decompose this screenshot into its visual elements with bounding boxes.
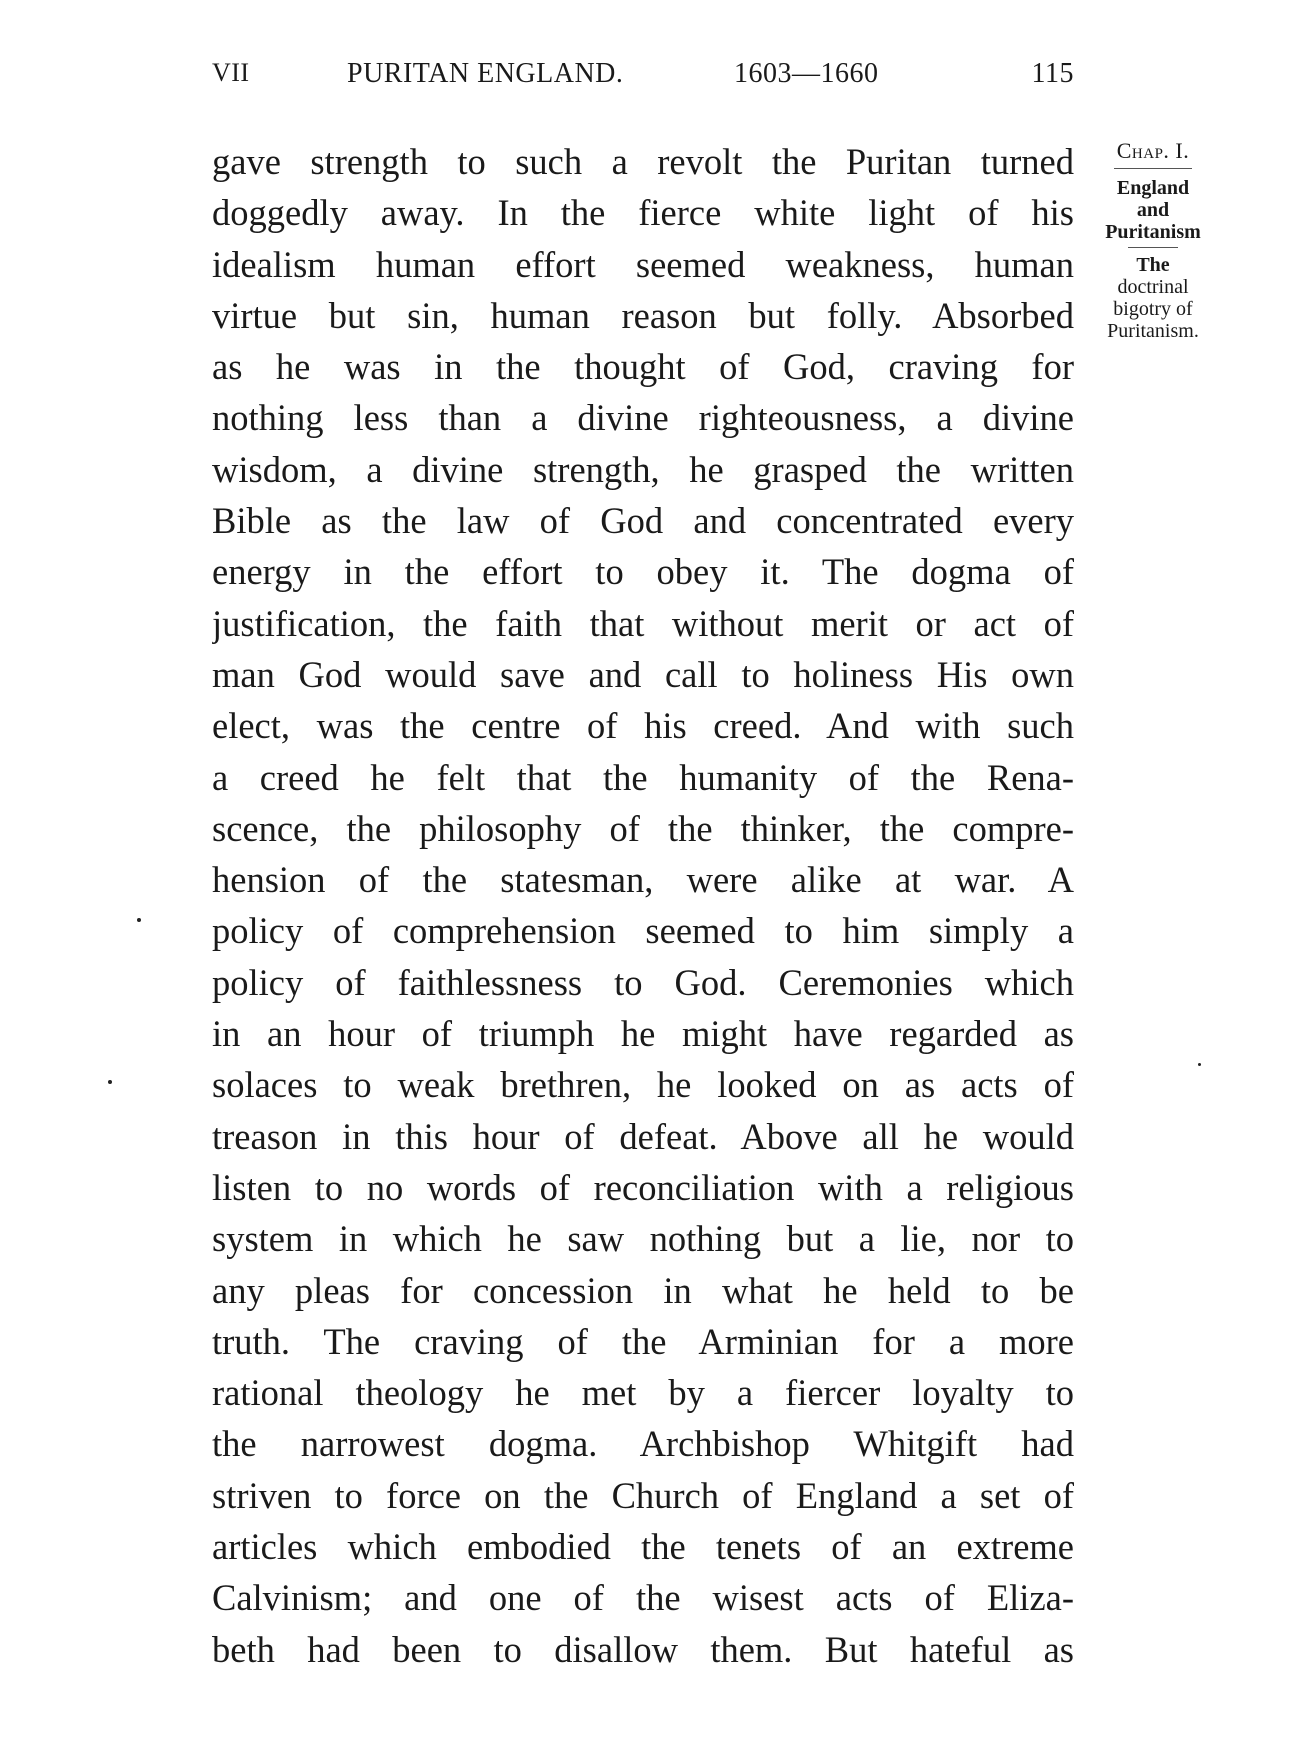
text-line: hension of the statesman, were alike at war. A (212, 859, 1074, 901)
text-line: policy of comprehension seemed to him simply a (212, 910, 1074, 952)
text-line: rational theology he met by a fiercer loyalty to (212, 1372, 1074, 1414)
running-head-title: PURITAN ENGLAND. (347, 58, 624, 89)
sidenote-line: doctrinal (1117, 276, 1189, 298)
text-line: solaces to weak brethren, he looked on as acts of (212, 1064, 1074, 1106)
text-line: energy in the effort to obey it. The dogma of (212, 551, 1074, 593)
print-speck (1198, 1063, 1201, 1066)
sidenote-chapter: Chap. I. (1114, 140, 1192, 169)
body-text (212, 136, 1074, 1675)
text-line: in an hour of triumph he might have regarded as (212, 1013, 1074, 1055)
running-head (212, 58, 1074, 108)
text-line: elect, was the centre of his creed. And with such (212, 705, 1074, 747)
text-line: articles which embodied the tenets of an extreme (212, 1526, 1074, 1568)
print-speck (137, 918, 141, 922)
running-head-chapter: VII (212, 58, 250, 87)
text-line: policy of faithlessness to God. Ceremonies which (212, 961, 1074, 1003)
text-line: striven to force on the Church of England a set of (212, 1474, 1074, 1516)
marginal-notes (1078, 140, 1228, 342)
sidenote-line: and (1136, 199, 1170, 221)
sidenote-line: The (1136, 254, 1170, 276)
text-line: Calvinism; and one of the wisest acts of Eliza- (212, 1577, 1074, 1619)
text-line: a creed he felt that the humanity of the Rena- (212, 756, 1074, 798)
page-number: 115 (1031, 58, 1074, 89)
text-line: idealism human effort seemed weakness, human (212, 243, 1074, 285)
text-line: man God would save and call to holiness His own (212, 653, 1074, 695)
text-line: scence, the philosophy of the thinker, the compre- (212, 807, 1074, 849)
text-line: listen to no words of reconciliation with a religious (212, 1166, 1074, 1208)
text-line: virtue but sin, human reason but folly. Absorbed (212, 294, 1074, 336)
text-line: truth. The craving of the Arminian for a more (212, 1320, 1074, 1362)
sidenote-divider (1128, 247, 1178, 248)
running-head-years: 1603—1660 (734, 58, 879, 89)
text-line: justification, the faith that without merit or act of (212, 602, 1074, 644)
text-line: wisdom, a divine strength, he grasped the written (212, 448, 1074, 490)
text-line: system in which he saw nothing but a lie, nor to (212, 1218, 1074, 1260)
text-line: nothing less than a divine righteousness, a divine (212, 397, 1074, 439)
print-speck (108, 1080, 112, 1084)
sidenote-line: bigotry of (1113, 298, 1193, 320)
text-line: any pleas for concession in what he held to be (212, 1269, 1074, 1311)
sidenote-line: Puritanism. (1107, 320, 1199, 342)
sidenote-line: Puritanism (1105, 221, 1201, 243)
sidenote-line: England (1116, 177, 1190, 199)
text-line: as he was in the thought of God, craving for (212, 346, 1074, 388)
text-line: doggedly away. In the fierce white light of his (212, 192, 1074, 234)
text-line: treason in this hour of defeat. Above all he would (212, 1115, 1074, 1157)
text-line: the narrowest dogma. Archbishop Whitgift had (212, 1423, 1074, 1465)
text-line: gave strength to such a revolt the Puritan turned (212, 141, 1074, 182)
text-line: beth had been to disallow them. But hateful as (212, 1628, 1074, 1670)
text-line: Bible as the law of God and concentrated every (212, 500, 1074, 542)
